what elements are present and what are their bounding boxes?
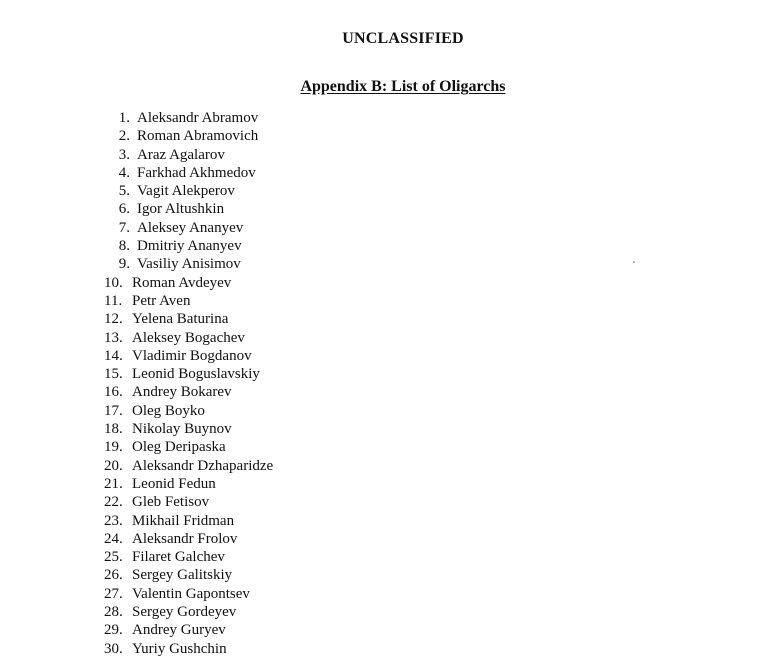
list-item-number: 22. xyxy=(104,494,123,511)
list-item-number: 19. xyxy=(104,439,123,456)
list-item-name: Aleksey Ananyev xyxy=(137,219,244,236)
list-item-number: 3. xyxy=(118,146,130,163)
list-item-number: 14. xyxy=(104,347,123,364)
list-item-name: Filaret Galchev xyxy=(132,549,225,566)
list-item xyxy=(104,255,273,273)
list-item xyxy=(104,146,273,164)
list-item-number: 23. xyxy=(104,512,123,529)
list-item-name: Igor Altushkin xyxy=(137,201,225,218)
list-item-number: 30. xyxy=(104,640,123,657)
list-item xyxy=(104,274,273,292)
list-item-number: 26. xyxy=(104,567,123,584)
list-item xyxy=(104,182,273,200)
list-item-name: Aleksandr Frolov xyxy=(132,530,238,547)
list-item-name: Araz Agalarov xyxy=(137,146,225,163)
list-item xyxy=(104,566,273,584)
list-item-name: Roman Avdeyev xyxy=(132,274,232,291)
list-item-number: 21. xyxy=(104,475,123,492)
list-item xyxy=(104,640,273,658)
list-item-number: 13. xyxy=(104,329,123,346)
list-item xyxy=(104,347,273,365)
list-item-name: Oleg Deripaska xyxy=(132,439,226,456)
list-item xyxy=(104,475,273,493)
list-item-number: 18. xyxy=(104,421,123,438)
classification-marking: UNCLASSIFIED xyxy=(342,30,464,47)
list-item-number: 15. xyxy=(104,366,123,383)
list-item xyxy=(104,621,273,639)
list-item-number: 25. xyxy=(104,549,123,566)
list-item-number: 16. xyxy=(104,384,123,401)
list-item-name: Roman Abramovich xyxy=(137,128,259,145)
list-item-name: Farkhad Akhmedov xyxy=(137,164,256,181)
list-item xyxy=(104,420,273,438)
list-item-number: 8. xyxy=(118,238,130,255)
list-item-number: 17. xyxy=(104,402,123,419)
list-item-number: 1. xyxy=(118,110,130,126)
list-item-number: 4. xyxy=(118,164,130,181)
list-item xyxy=(104,127,273,145)
list-item-name: Valentin Gapontsev xyxy=(132,585,250,602)
list-item xyxy=(104,585,273,603)
list-item-name: Sergey Galitskiy xyxy=(132,567,233,584)
list-item-name: Oleg Boyko xyxy=(132,402,205,419)
list-item-name: Yuriy Gushchin xyxy=(132,640,227,657)
appendix-title: Appendix B: List of Oligarchs xyxy=(300,78,506,95)
list-item-name: Yelena Baturina xyxy=(132,311,229,328)
list-item xyxy=(104,603,273,621)
list-item-name: Vladimir Bogdanov xyxy=(132,347,252,364)
list-item xyxy=(104,438,273,456)
list-item-name: Nikolay Buynov xyxy=(132,421,232,438)
list-item xyxy=(104,530,273,548)
list-item xyxy=(104,310,273,328)
list-item-number: 29. xyxy=(104,622,123,639)
list-item-name: Dmitriy Ananyev xyxy=(137,238,242,255)
list-item-name: Gleb Fetisov xyxy=(132,494,210,511)
list-item-name: Petr Aven xyxy=(132,292,191,309)
list-item xyxy=(104,512,273,530)
list-item xyxy=(104,383,273,401)
list-item xyxy=(104,329,273,347)
list-item-number: 10. xyxy=(104,274,123,291)
list-item-number: 5. xyxy=(118,183,130,200)
list-item-name: Aleksandr Abramov xyxy=(137,110,259,126)
list-item-number: 28. xyxy=(104,604,123,621)
list-item-name: Vagit Alekperov xyxy=(137,183,235,200)
list-item xyxy=(104,200,273,218)
list-item-number: 2. xyxy=(118,128,130,145)
scan-speck xyxy=(633,261,635,263)
list-item xyxy=(104,109,273,127)
list-item-number: 24. xyxy=(104,530,123,547)
list-item xyxy=(104,457,273,475)
list-item-name: Aleksandr Dzhaparidze xyxy=(132,457,274,474)
list-item xyxy=(104,237,273,255)
list-item-number: 6. xyxy=(118,201,130,218)
list-item-name: Andrey Guryev xyxy=(132,622,226,639)
list-item-name: Vasiliy Anisimov xyxy=(137,256,241,273)
list-item-number: 9. xyxy=(118,256,130,273)
list-item-name: Andrey Bokarev xyxy=(132,384,232,401)
list-item xyxy=(104,164,273,182)
list-item-number: 12. xyxy=(104,311,123,328)
list-item xyxy=(104,219,273,237)
list-item-name: Mikhail Fridman xyxy=(132,512,235,529)
list-item-name: Sergey Gordeyev xyxy=(132,604,237,621)
list-item-name: Aleksey Bogachev xyxy=(132,329,245,346)
oligarch-list xyxy=(104,109,273,658)
list-item xyxy=(104,493,273,511)
list-item xyxy=(104,548,273,566)
list-item-name: Leonid Fedun xyxy=(132,475,216,492)
list-item-name: Leonid Boguslavskiy xyxy=(132,366,260,383)
list-item-number: 11. xyxy=(104,292,123,309)
list-item xyxy=(104,292,273,310)
list-item-number: 27. xyxy=(104,585,123,602)
list-item xyxy=(104,402,273,420)
list-item xyxy=(104,365,273,383)
list-item-number: 20. xyxy=(104,457,123,474)
list-item-number: 7. xyxy=(118,219,130,236)
